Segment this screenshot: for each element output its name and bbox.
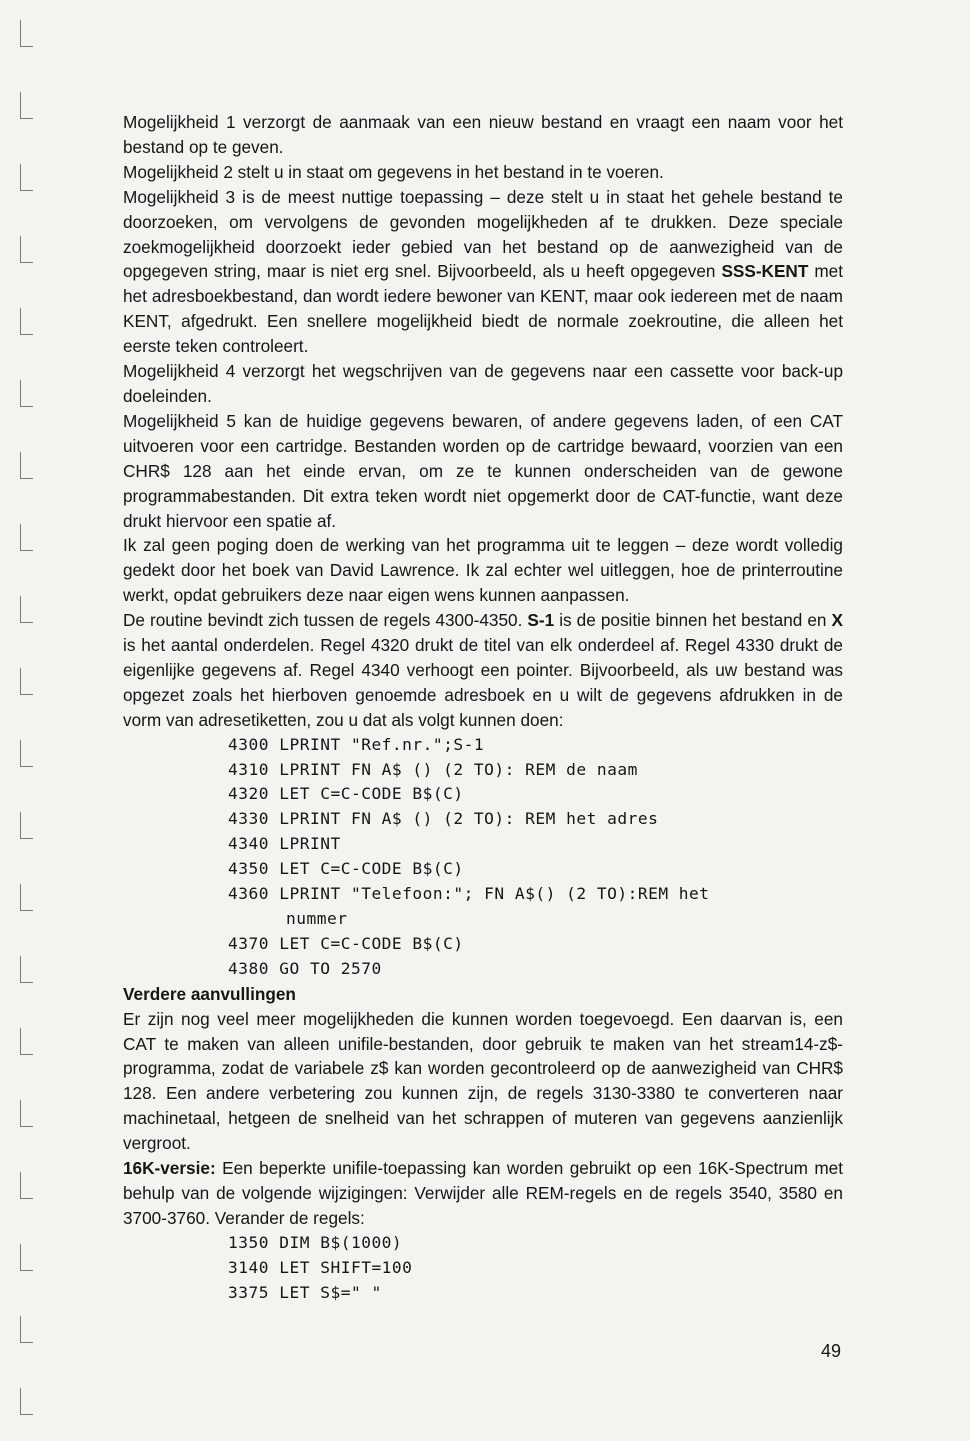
- binding-mark: [20, 1388, 33, 1415]
- code-line: 4350 LET C=C-CODE B$(C): [228, 859, 464, 879]
- code-listing-16k: [123, 1231, 843, 1306]
- binding-mark: [20, 164, 33, 191]
- binding-mark: [20, 740, 33, 767]
- paragraph-option-4: Mogelijkheid 4 verzorgt het wegschrijven van de gegevens naar een cassette voor back-up doeleinden.: [123, 361, 843, 406]
- paragraph-option-1: Mogelijkheid 1 verzorgt de aanmaak van een nieuw bestand en vraagt een naam voor het bestand op te geven.: [123, 112, 843, 157]
- paragraph-option-2: Mogelijkheid 2 stelt u in staat om gegevens in het bestand in te voeren.: [123, 161, 664, 182]
- page-body: [123, 110, 843, 1306]
- paragraph-explanation: Ik zal geen poging doen de werking van het programma uit te leggen – deze wordt volledig gedekt door het boek van David Lawrence. Ik zal echter wel uitleggen, hoe de printerroutine werkt, opdat gebruikers deze naar eigen wens kunnen aanpassen.: [123, 535, 843, 606]
- binding-mark: [20, 308, 33, 335]
- binding-mark: [20, 1316, 33, 1343]
- binding-mark: [20, 1100, 33, 1127]
- search-example: SSS-KENT: [721, 261, 809, 282]
- paragraph-routine: De routine bevindt zich tussen de regels 4300-4350. S-1 is de positie binnen het bestand en X is het aantal onderdelen. Regel 4320 drukt de titel van elk onderdeel af. Regel 4330 drukt de eigenlijke gegevens af. Regel 4340 verhoogt een pointer. Bijvoorbeeld, als uw bestand was opgezet zoals het hierboven genoemde adresboek en u wilt de gegevens afdrukken in de vorm van adresetiketten, zou u dat als volgt kunnen doen:: [123, 610, 843, 730]
- binding-mark: [20, 236, 33, 263]
- binding-mark: [20, 596, 33, 623]
- binding-mark: [20, 92, 33, 119]
- code-line: 3140 LET SHIFT=100: [228, 1257, 413, 1277]
- code-line: 4360 LPRINT "Telefoon:"; FN A$() (2 TO):REM het: [228, 884, 710, 904]
- binding-mark: [20, 452, 33, 479]
- paragraph-16k: 16K-versie: Een beperkte unifile-toepassing kan worden gebruikt op een 16K-Spectrum met behulp van de volgende wijzigingen: Verwijder alle REM-regels en de regels 3540, 3580 en 3700-3760. Verander de regels:: [123, 1158, 843, 1228]
- section-heading: Verdere aanvullingen: [123, 983, 296, 1004]
- code-line: 4320 LET C=C-CODE B$(C): [228, 784, 464, 804]
- paragraph-option-3: Mogelijkheid 3 is de meest nuttige toepassing – deze stelt u in staat het gehele bestand te doorzoeken, om vervolgens de gevonden mogelijkheden af te drukken. Deze speciale zoekmogelijkheid doorzoekt ieder gebied van het bestand op de aanwezigheid van de opgegeven string, maar is niet erg snel. Bijvoorbeeld, als u heeft opgegeven SSS-KENT met het adresboekbestand, dan wordt iedere bewoner van KENT, maar ook iedereen met de naam KENT, afgedrukt. Een snellere mogelijkheid biedt de normale zoekroutine, die alleen het eerste teken controleert.: [123, 186, 843, 357]
- binding-mark: [20, 380, 33, 407]
- code-line: 1350 DIM B$(1000): [228, 1232, 403, 1252]
- code-line: 4300 LPRINT "Ref.nr.";S-1: [228, 734, 485, 754]
- paragraph-option-5: Mogelijkheid 5 kan de huidige gegevens bewaren, of andere gegevens laden, of een CAT uitvoeren voor een cartridge. Bestanden worden op de cartridge bewaard, voorzien van een CHR$ 128 aan het einde ervan, om ze te kunnen onderscheiden van de gewone programmabestanden. Dit extra teken wordt niet opgemerkt door de CAT-functie, want deze drukt hiervoor een spatie af.: [123, 410, 843, 531]
- code-listing-printer: [123, 733, 843, 982]
- code-line-continuation: nummer: [286, 909, 348, 928]
- binding-mark: [20, 812, 33, 839]
- binding-mark: [20, 668, 33, 695]
- code-line: 4340 LPRINT: [228, 834, 341, 854]
- page-number: 49: [821, 1341, 842, 1361]
- binding-mark: [20, 956, 33, 983]
- code-line: 4380 GO TO 2570: [228, 958, 382, 978]
- code-line: 4330 LPRINT FN A$ () (2 TO): REM het adres: [228, 809, 659, 829]
- binding-mark: [20, 884, 33, 911]
- binding-mark: [20, 1028, 33, 1055]
- code-line: 3375 LET S$=" ": [228, 1282, 382, 1302]
- code-line: 4370 LET C=C-CODE B$(C): [228, 933, 464, 953]
- binding-mark: [20, 20, 33, 47]
- binding-holes: [20, 20, 38, 1430]
- paragraph-further: Er zijn nog veel meer mogelijkheden die kunnen worden toegevoegd. Een daarvan is, een CAT te maken van alleen unifile-bestanden, door gebruik te maken van het stream14-z$-programma, zodat de variabele z$ kan worden gecontroleerd op de aanwezigheid van CHR$ 128. Een andere verbetering zou kunnen zijn, de regels 3130-3380 te converteren naar machinetaal, hetgeen de snelheid van het schrappen of muteren van gegevens aanzienlijk vergroot.: [123, 1008, 843, 1154]
- binding-mark: [20, 1172, 33, 1199]
- code-line: 4310 LPRINT FN A$ () (2 TO): REM de naam: [228, 759, 638, 779]
- binding-mark: [20, 1244, 33, 1271]
- binding-mark: [20, 524, 33, 551]
